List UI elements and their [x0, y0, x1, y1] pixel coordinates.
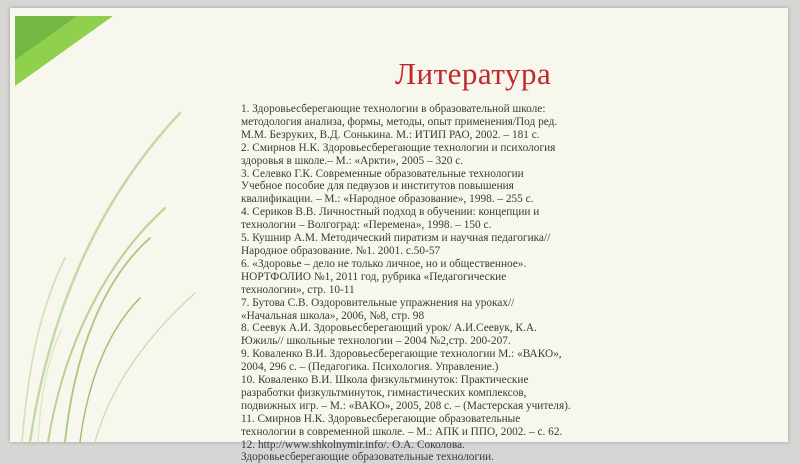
reference-line: Учебное пособие для педвузов и институтов повышения [241, 180, 514, 193]
reference-line: 5. Кушнир А.М. Методический пиратизм и научная педагогика// [241, 232, 551, 245]
reference-line: Здоровьесберегающие образовательные технологии. [241, 451, 495, 464]
reference-line: технологии», стр. 10-11 [241, 283, 355, 296]
reference-line: 10. Коваленко В.И. Школа физкультминуток: Практические [241, 374, 529, 387]
reference-line: 2004, 296 с. – (Педагогика. Психология. Управление.) [241, 361, 499, 374]
grass-decoration [10, 8, 250, 442]
reference-line: 9. Коваленко В.И. Здоровьесберегающие технологии М.: «ВАКО», [241, 348, 562, 361]
reference-line: 11. Смирнов Н.К. Здоровьесберегающие образовательные [241, 412, 521, 425]
reference-line: Южиль// школьные технологии – 2004 №2,стр. 200-207. [241, 335, 511, 348]
reference-list [241, 103, 619, 464]
reference-line: 7. Бутова С.В. Оздоровительные упражнения на уроках// [241, 296, 515, 309]
reference-line: 8. Сеевук А.И. Здоровьесберегающий урок/ А.И.Сеевук, К.А. [241, 322, 537, 335]
reference-line: 4. Сериков В.В. Личностный подход в обучении: концепции и [241, 206, 540, 219]
reference-line: Народное образование. №1. 2001. с.50-57 [241, 244, 441, 257]
reference-line: технологии в современной школе. – М.: АПК и ППО, 2002. – с. 62. [241, 425, 563, 438]
slide [10, 8, 788, 464]
reference-line: 6. «Здоровье – дело не только личное, но и общественное». [241, 257, 527, 270]
reference-line: технологии – Волгоград: «Перемена», 1998. – 150 с. [241, 219, 492, 232]
reference-line: М.М. Безруких, В.Д. Сонькина. М.: ИТИП РАО, 2002. – 181 с. [241, 128, 540, 141]
reference-line: разработки физкультминуток, гимнастических комплексов, [241, 386, 527, 399]
reference-line: 1. Здоровьесберегающие технологии в образовательной школе: [241, 103, 546, 115]
reference-line: 3. Селевко Г.К. Современные образовательные технологии [241, 167, 524, 180]
reference-line: «Начальная школа», 2006, №8, стр. 98 [241, 309, 425, 322]
reference-line: НОРТФОЛИО №1, 2011 год, рубрика «Педагогические [241, 270, 507, 283]
reference-line: здоровья в школе.– М.: «Аркти», 2005 – 320 с. [241, 154, 464, 167]
reference-line: 2. Смирнов Н.К. Здоровьесберегающие технологии и психология [241, 141, 556, 154]
reference-line: методология анализа, формы, методы, опыт применения/Под ред. [241, 115, 558, 128]
reference-line: подвижных игр. – М.: «ВАКО», 2005, 208 с. – (Мастерская учителя). [241, 399, 571, 412]
reference-line: квалификации. – М.: «Народное образование», 1998. – 255 с. [241, 193, 534, 206]
slide-title: Литература [395, 56, 552, 91]
reference-line: 12. http://www.shkolnymir.info/. О.А. Соколова. [241, 438, 465, 451]
